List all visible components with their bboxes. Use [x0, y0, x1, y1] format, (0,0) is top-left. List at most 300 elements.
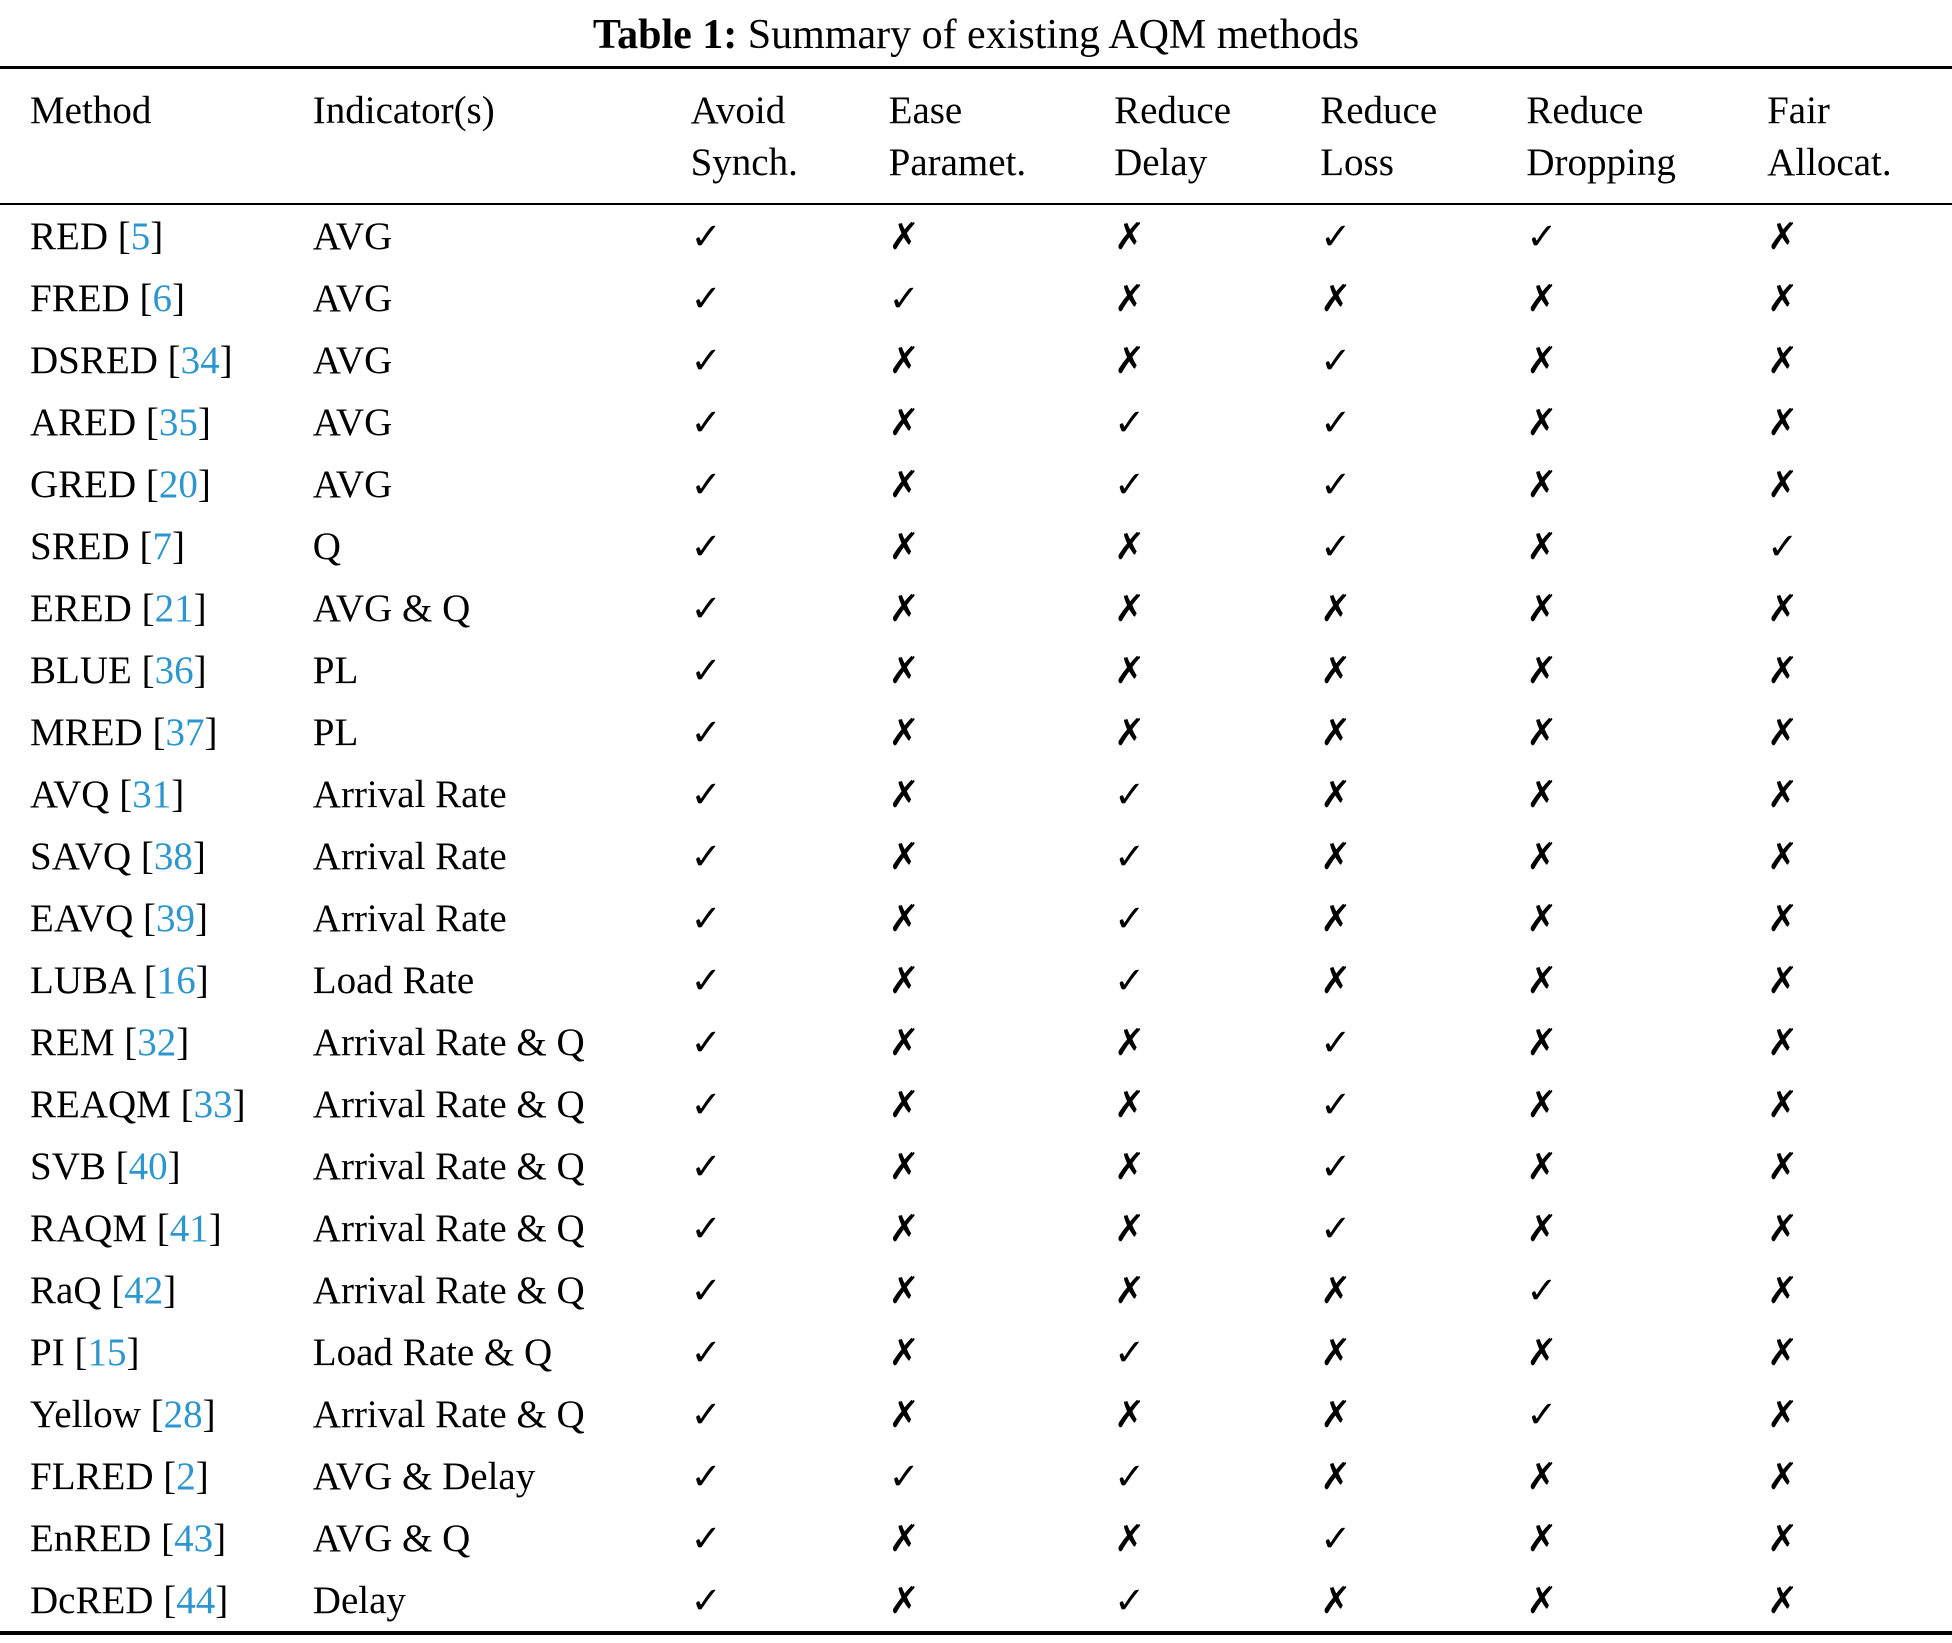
mark-cell [889, 1197, 1114, 1259]
mark-cell [1320, 1383, 1526, 1445]
citation-link[interactable]: 39 [156, 896, 196, 940]
citation-bracket-open: [ [74, 1330, 88, 1374]
cross-mark: ✗ [888, 1144, 920, 1188]
check-mark: ✓ [1114, 400, 1146, 444]
mark-cell [1320, 204, 1526, 267]
citation-link[interactable]: 44 [176, 1578, 216, 1622]
table-caption [0, 0, 1952, 66]
citation-link[interactable]: 20 [158, 462, 198, 506]
cross-mark: ✗ [888, 462, 920, 506]
citation-link[interactable]: 28 [163, 1392, 203, 1436]
mark-cell [1114, 1259, 1320, 1321]
cross-mark: ✗ [888, 1392, 920, 1436]
citation-link[interactable]: 36 [154, 648, 194, 692]
citation-bracket-open: [ [139, 276, 153, 320]
mark-cell [691, 639, 889, 701]
mark-cell [1320, 329, 1526, 391]
citation-bracket-close: ] [204, 710, 218, 754]
mark-cell [1320, 1073, 1526, 1135]
mark-cell [1114, 204, 1320, 267]
cross-mark: ✗ [888, 1516, 920, 1560]
mark-cell [1526, 1383, 1767, 1445]
header-reduce-delay [1114, 68, 1320, 205]
citation-link[interactable]: 35 [158, 400, 198, 444]
mark-cell [1526, 1569, 1767, 1633]
check-mark: ✓ [1114, 772, 1146, 816]
check-mark: ✓ [1114, 834, 1146, 878]
citation-bracket-open: [ [141, 648, 155, 692]
citation-bracket-close: ] [171, 524, 185, 568]
cross-mark: ✗ [1767, 1578, 1799, 1622]
check-mark: ✓ [888, 1454, 920, 1498]
method-cell [0, 1011, 313, 1073]
method-cell [0, 1569, 313, 1633]
indicator-cell: AVG [312, 214, 393, 258]
citation-bracket-open: [ [141, 586, 155, 630]
table-row [0, 1569, 1952, 1633]
cross-mark: ✗ [1526, 524, 1558, 568]
cross-mark: ✗ [1767, 1020, 1799, 1064]
cross-mark: ✗ [888, 834, 920, 878]
mark-cell [1526, 1445, 1767, 1507]
method-cell [0, 204, 313, 267]
table-row [0, 391, 1952, 453]
method-cell [0, 453, 313, 515]
mark-cell [889, 1073, 1114, 1135]
cross-mark: ✗ [1114, 276, 1146, 320]
mark-cell [691, 701, 889, 763]
header-ease-paramet-line1: Ease [888, 89, 963, 132]
table-row [0, 1321, 1952, 1383]
citation-bracket-close: ] [126, 1330, 140, 1374]
method-cell [0, 329, 313, 391]
citation-bracket-open: [ [143, 958, 157, 1002]
mark-cell [889, 949, 1114, 1011]
check-mark: ✓ [690, 1330, 722, 1374]
mark-cell [691, 1445, 889, 1507]
mark-cell [1114, 1321, 1320, 1383]
mark-cell [1320, 515, 1526, 577]
cross-mark: ✗ [888, 710, 920, 754]
method-cell [0, 701, 313, 763]
method-name: RaQ [30, 1268, 102, 1312]
mark-cell [1767, 577, 1952, 639]
check-mark: ✓ [690, 1516, 722, 1560]
check-mark: ✓ [1526, 214, 1558, 258]
indicator-cell: AVG [312, 276, 393, 320]
cross-mark: ✗ [1114, 648, 1146, 692]
mark-cell [1526, 391, 1767, 453]
method-cell [0, 887, 313, 949]
mark-cell [1114, 1197, 1320, 1259]
mark-cell [889, 1321, 1114, 1383]
method-cell [0, 515, 313, 577]
method-name: AVQ [30, 772, 110, 816]
table-row [0, 1073, 1952, 1135]
citation-bracket-close: ] [193, 586, 207, 630]
check-mark: ✓ [1320, 1206, 1352, 1250]
check-mark: ✓ [690, 772, 722, 816]
mark-cell [1114, 825, 1320, 887]
cross-mark: ✗ [888, 1020, 920, 1064]
mark-cell [1320, 763, 1526, 825]
cross-mark: ✗ [1767, 772, 1799, 816]
citation-bracket-close: ] [197, 400, 211, 444]
cross-mark: ✗ [1526, 648, 1558, 692]
cross-mark: ✗ [1767, 896, 1799, 940]
cross-mark: ✗ [888, 338, 920, 382]
cross-mark: ✗ [888, 648, 920, 692]
citation-bracket-open: [ [180, 1082, 194, 1126]
check-mark: ✓ [1114, 896, 1146, 940]
table-row [0, 1383, 1952, 1445]
citation-link[interactable]: 21 [154, 586, 194, 630]
header-avoid-synch-line2: Synch. [690, 141, 798, 184]
method-cell [0, 639, 313, 701]
cross-mark: ✗ [888, 1082, 920, 1126]
mark-cell [1767, 1259, 1952, 1321]
cross-mark: ✗ [1114, 1082, 1146, 1126]
cross-mark: ✗ [1320, 772, 1352, 816]
mark-cell [889, 204, 1114, 267]
table-row [0, 639, 1952, 701]
indicator-cell: Load Rate & Q [312, 1330, 553, 1374]
citation-bracket-open: [ [143, 896, 157, 940]
citation-link[interactable]: 41 [169, 1206, 209, 1250]
cross-mark: ✗ [1767, 1144, 1799, 1188]
mark-cell [1320, 825, 1526, 887]
mark-cell [691, 267, 889, 329]
cross-mark: ✗ [1320, 958, 1352, 1002]
mark-cell [1114, 949, 1320, 1011]
mark-cell [1767, 825, 1952, 887]
mark-cell [691, 1321, 889, 1383]
mark-cell [691, 577, 889, 639]
method-name: EAVQ [30, 896, 134, 940]
mark-cell [889, 1011, 1114, 1073]
citation-link[interactable]: 42 [124, 1268, 164, 1312]
mark-cell [889, 1383, 1114, 1445]
citation-bracket-open: [ [124, 1020, 138, 1064]
cross-mark: ✗ [1320, 648, 1352, 692]
indicator-cell: Arrival Rate [312, 896, 507, 940]
cross-mark: ✗ [888, 896, 920, 940]
citation-bracket-close: ] [215, 1578, 229, 1622]
citation-bracket-open: [ [163, 1454, 177, 1498]
mark-cell [1114, 887, 1320, 949]
mark-cell [1767, 1321, 1952, 1383]
header-avoid-synch-line1: Avoid [690, 89, 786, 132]
mark-cell [1320, 1259, 1526, 1321]
citation-link[interactable]: 33 [193, 1082, 233, 1126]
method-name: LUBA [30, 958, 135, 1002]
check-mark: ✓ [690, 524, 722, 568]
cross-mark: ✗ [1526, 896, 1558, 940]
mark-cell [1767, 1135, 1952, 1197]
mark-cell [1767, 1197, 1952, 1259]
citation-bracket-open: [ [156, 1206, 170, 1250]
check-mark: ✓ [1320, 524, 1352, 568]
mark-cell [1767, 267, 1952, 329]
citation-link[interactable]: 37 [165, 710, 205, 754]
cross-mark: ✗ [1320, 1392, 1352, 1436]
mark-cell [1526, 1073, 1767, 1135]
citation-link[interactable]: 31 [132, 772, 172, 816]
mark-cell [889, 763, 1114, 825]
mark-cell [1114, 453, 1320, 515]
cross-mark: ✗ [1767, 214, 1799, 258]
cross-mark: ✗ [1114, 1516, 1146, 1560]
cross-mark: ✗ [1114, 710, 1146, 754]
mark-cell [1526, 329, 1767, 391]
mark-cell [1114, 1569, 1320, 1633]
table-row [0, 515, 1952, 577]
cross-mark: ✗ [1320, 710, 1352, 754]
mark-cell [1320, 1569, 1526, 1633]
check-mark: ✓ [1114, 1454, 1146, 1498]
indicator-cell: Arrival Rate & Q [312, 1206, 585, 1250]
citation-bracket-close: ] [150, 214, 164, 258]
mark-cell [889, 1569, 1114, 1633]
check-mark: ✓ [1526, 1392, 1558, 1436]
indicator-cell: Q [312, 524, 341, 568]
header-method-line1: Method [30, 89, 152, 132]
cross-mark: ✗ [1114, 1268, 1146, 1312]
mark-cell [1767, 1383, 1952, 1445]
indicator-cell: Delay [312, 1578, 406, 1622]
citation-bracket-close: ] [171, 772, 185, 816]
mark-cell [1526, 949, 1767, 1011]
header-ease-paramet [889, 68, 1114, 205]
method-name: MRED [30, 710, 143, 754]
mark-cell [1320, 1135, 1526, 1197]
citation-link[interactable]: 43 [174, 1516, 214, 1560]
cross-mark: ✗ [888, 1268, 920, 1312]
indicator-cell: AVG & Q [312, 586, 471, 630]
header-fair-allocat-line2: Allocat. [1767, 141, 1892, 184]
citation-bracket-open: [ [161, 1516, 175, 1560]
mark-cell [1526, 1011, 1767, 1073]
check-mark: ✓ [690, 710, 722, 754]
mark-cell [1114, 1507, 1320, 1569]
citation-bracket-close: ] [167, 1144, 181, 1188]
indicator-cell: Arrival Rate & Q [312, 1020, 585, 1064]
check-mark: ✓ [1320, 400, 1352, 444]
check-mark: ✓ [690, 462, 722, 506]
cross-mark: ✗ [888, 524, 920, 568]
cross-mark: ✗ [1114, 524, 1146, 568]
citation-link[interactable]: 15 [87, 1330, 127, 1374]
cross-mark: ✗ [1767, 1330, 1799, 1374]
cross-mark: ✗ [1526, 338, 1558, 382]
cross-mark: ✗ [1320, 586, 1352, 630]
mark-cell [691, 949, 889, 1011]
mark-cell [889, 639, 1114, 701]
method-name: DSRED [30, 338, 158, 382]
mark-cell [1114, 1135, 1320, 1197]
cross-mark: ✗ [888, 1578, 920, 1622]
method-cell [0, 825, 313, 887]
check-mark: ✓ [690, 214, 722, 258]
mark-cell [1114, 329, 1320, 391]
indicator-cell: Arrival Rate & Q [312, 1144, 585, 1188]
citation-bracket-open: [ [139, 524, 153, 568]
cross-mark: ✗ [1767, 1268, 1799, 1312]
header-reduce-loss-line1: Reduce [1320, 89, 1438, 132]
method-cell [0, 763, 313, 825]
check-mark: ✓ [1320, 1516, 1352, 1560]
check-mark: ✓ [1320, 1082, 1352, 1126]
cross-mark: ✗ [1114, 1206, 1146, 1250]
check-mark: ✓ [690, 586, 722, 630]
method-name: ARED [30, 400, 137, 444]
mark-cell [1320, 639, 1526, 701]
cross-mark: ✗ [888, 586, 920, 630]
citation-link[interactable]: 40 [128, 1144, 168, 1188]
cross-mark: ✗ [1767, 400, 1799, 444]
citation-bracket-close: ] [195, 1454, 209, 1498]
citation-bracket-open: [ [117, 214, 131, 258]
citation-link[interactable]: 32 [137, 1020, 177, 1064]
mark-cell [1526, 825, 1767, 887]
mark-cell [691, 1259, 889, 1321]
table-row [0, 1507, 1952, 1569]
check-mark: ✓ [690, 1082, 722, 1126]
cross-mark: ✗ [888, 958, 920, 1002]
mark-cell [889, 515, 1114, 577]
cross-mark: ✗ [1526, 710, 1558, 754]
check-mark: ✓ [690, 276, 722, 320]
citation-bracket-close: ] [208, 1206, 222, 1250]
method-cell [0, 1383, 313, 1445]
mark-cell [691, 887, 889, 949]
citation-bracket-open: [ [150, 1392, 164, 1436]
method-name: ERED [30, 586, 132, 630]
citation-link[interactable]: 6 [152, 276, 172, 320]
method-cell [0, 1197, 313, 1259]
indicator-cell: PL [312, 648, 359, 692]
cross-mark: ✗ [1767, 276, 1799, 320]
citation-link[interactable]: 2 [176, 1454, 196, 1498]
cross-mark: ✗ [1114, 214, 1146, 258]
cross-mark: ✗ [1767, 710, 1799, 754]
table-row [0, 1445, 1952, 1507]
cross-mark: ✗ [1767, 1206, 1799, 1250]
mark-cell [691, 1197, 889, 1259]
method-cell [0, 1321, 313, 1383]
table-row [0, 1197, 1952, 1259]
header-fair-allocat-line1: Fair [1767, 89, 1830, 132]
method-name: Yellow [30, 1392, 141, 1436]
mark-cell [691, 1135, 889, 1197]
method-name: REAQM [30, 1082, 171, 1126]
table-row [0, 204, 1952, 267]
header-row [0, 68, 1952, 205]
mark-cell [1526, 1507, 1767, 1569]
cross-mark: ✗ [1767, 1082, 1799, 1126]
mark-cell [1320, 1507, 1526, 1569]
cross-mark: ✗ [1114, 338, 1146, 382]
indicator-cell: AVG & Q [312, 1516, 471, 1560]
header-ease-paramet-line2: Paramet. [888, 141, 1027, 184]
method-cell [0, 1507, 313, 1569]
mark-cell [691, 763, 889, 825]
citation-bracket-open: [ [119, 772, 133, 816]
check-mark: ✓ [888, 276, 920, 320]
citation-link[interactable]: 7 [152, 524, 172, 568]
citation-link[interactable]: 16 [156, 958, 196, 1002]
mark-cell [1114, 639, 1320, 701]
indicator-cell: Arrival Rate & Q [312, 1268, 585, 1312]
table-header [0, 68, 1952, 205]
method-name: BLUE [30, 648, 132, 692]
method-name: FRED [30, 276, 130, 320]
method-name: GRED [30, 462, 137, 506]
check-mark: ✓ [690, 834, 722, 878]
mark-cell [1114, 1073, 1320, 1135]
header-reduce-dropping [1526, 68, 1767, 205]
check-mark: ✓ [1114, 1330, 1146, 1374]
mark-cell [691, 1011, 889, 1073]
cross-mark: ✗ [1526, 276, 1558, 320]
citation-link[interactable]: 34 [180, 338, 220, 382]
header-method [0, 68, 313, 205]
mark-cell [1526, 453, 1767, 515]
mark-cell [1767, 887, 1952, 949]
mark-cell [889, 701, 1114, 763]
citation-link[interactable]: 5 [130, 214, 151, 258]
mark-cell [1320, 1197, 1526, 1259]
mark-cell [691, 515, 889, 577]
mark-cell [889, 1135, 1114, 1197]
cross-mark: ✗ [1767, 834, 1799, 878]
citation-bracket-close: ] [202, 1392, 216, 1436]
mark-cell [1526, 1259, 1767, 1321]
cross-mark: ✗ [1526, 834, 1558, 878]
mark-cell [1767, 1011, 1952, 1073]
citation-bracket-open: [ [115, 1144, 129, 1188]
table-caption-text: Summary of existing AQM methods [737, 12, 1360, 58]
cross-mark: ✗ [1767, 1392, 1799, 1436]
header-reduce-dropping-line2: Dropping [1526, 141, 1676, 184]
check-mark: ✓ [690, 1144, 722, 1188]
mark-cell [1114, 1011, 1320, 1073]
mark-cell [1320, 1011, 1526, 1073]
cross-mark: ✗ [1320, 1454, 1352, 1498]
citation-bracket-close: ] [195, 958, 209, 1002]
header-reduce-delay-line1: Reduce [1114, 89, 1232, 132]
method-name: EnRED [30, 1516, 152, 1560]
check-mark: ✓ [1114, 1578, 1146, 1622]
cross-mark: ✗ [1320, 1268, 1352, 1312]
header-indicator [313, 68, 691, 205]
cross-mark: ✗ [1114, 1144, 1146, 1188]
mark-cell [691, 204, 889, 267]
table-row [0, 1259, 1952, 1321]
method-cell [0, 267, 313, 329]
cross-mark: ✗ [1114, 1020, 1146, 1064]
check-mark: ✓ [690, 1020, 722, 1064]
citation-bracket-close: ] [213, 1516, 227, 1560]
header-reduce-dropping-line1: Reduce [1526, 89, 1644, 132]
mark-cell [1320, 453, 1526, 515]
citation-link[interactable]: 38 [153, 834, 193, 878]
mark-cell [1320, 1321, 1526, 1383]
mark-cell [1114, 515, 1320, 577]
check-mark: ✓ [690, 1392, 722, 1436]
mark-cell [1767, 329, 1952, 391]
cross-mark: ✗ [1320, 276, 1352, 320]
